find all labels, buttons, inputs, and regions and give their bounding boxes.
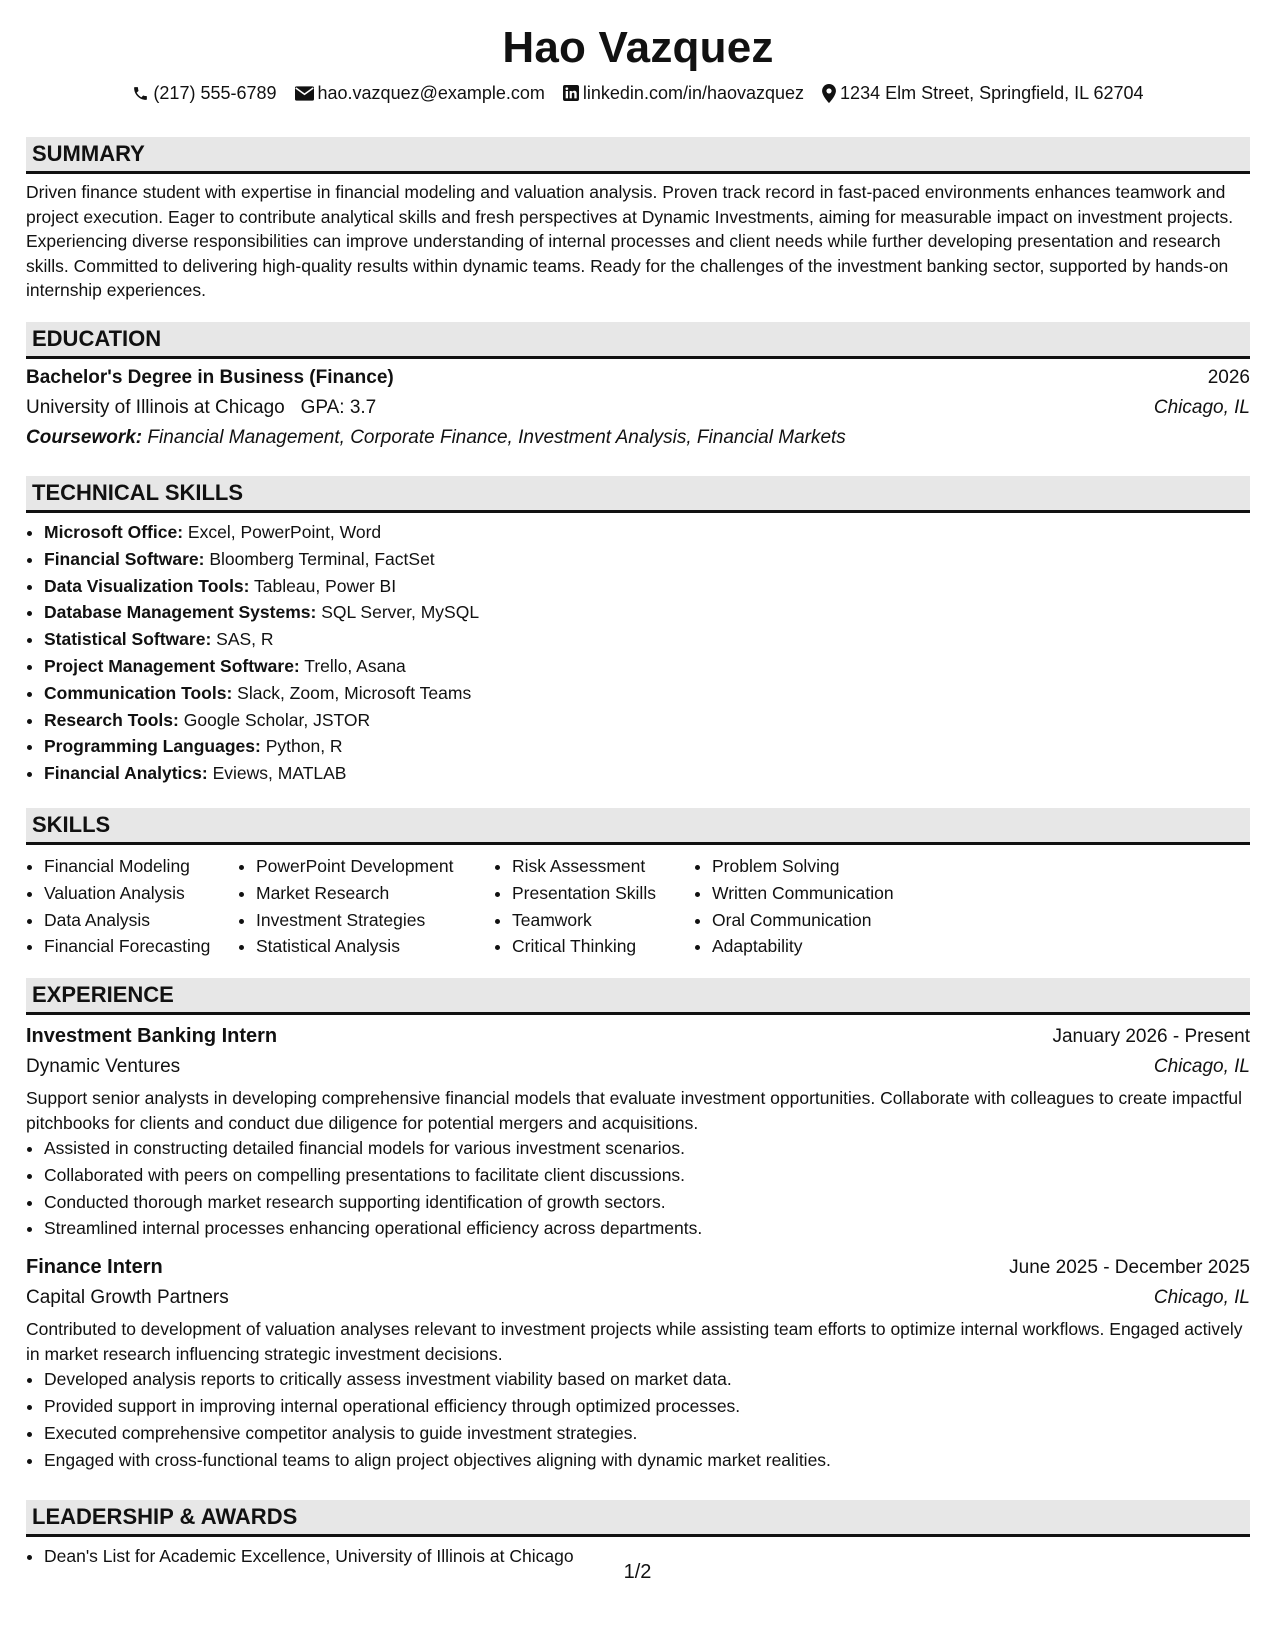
job-dates: January 2026 - Present xyxy=(1052,1026,1250,1047)
list-item: • Data Analysis xyxy=(44,907,238,934)
list-item: • Risk Assessment xyxy=(512,853,694,880)
skill-values: Excel, PowerPoint, Word xyxy=(187,522,382,542)
list-item xyxy=(44,599,1250,626)
job-description: Support senior analysts in developing comprehensive financial models that evaluate investment opportunities. Collaborate with colleagues to create impactful pitchbooks for clients and conduct due diligence for potential mergers and acquisitions. xyxy=(26,1088,1242,1133)
technical-skills-list xyxy=(26,519,1250,787)
list-item: • Assisted in constructing detailed financial models for various investment scenarios. xyxy=(44,1135,1250,1162)
list-item: • PowerPoint Development xyxy=(256,853,494,880)
list-item xyxy=(44,519,1250,546)
list-item: • Problem Solving xyxy=(712,853,952,880)
contact-address xyxy=(822,80,1144,106)
job-title: Investment Banking Intern xyxy=(26,1025,278,1047)
job-description: Contributed to development of valuation analyses relevant to investment projects while assisting team efforts to optimize internal workflows. Engaged actively in market research influencing strategic investment decisions. xyxy=(26,1319,1243,1364)
skill-values: Slack, Zoom, Microsoft Teams xyxy=(237,682,472,703)
skills-column xyxy=(694,853,952,960)
list-item: • Oral Communication xyxy=(712,907,952,934)
job-company: Dynamic Ventures xyxy=(26,1056,181,1077)
contact-info xyxy=(26,80,1250,106)
list-item: • Developed analysis reports to critically assess investment viability based on market data. xyxy=(44,1366,1250,1393)
job-location: Chicago, IL xyxy=(1153,1056,1250,1077)
skill-category: Data Visualization Tools: xyxy=(44,575,250,596)
resume-page xyxy=(26,20,1250,1566)
list-item xyxy=(44,760,1250,787)
list-item: • Presentation Skills xyxy=(512,880,694,907)
job-company: Capital Growth Partners xyxy=(26,1287,229,1309)
phone-icon xyxy=(132,85,149,102)
degree-title: Bachelor's Degree in Business (Finance) xyxy=(26,367,394,388)
job-entry xyxy=(26,1021,1250,1242)
degree-row xyxy=(26,363,1250,393)
skill-category: Communication Tools: xyxy=(44,682,233,703)
list-item: • Financial Modeling xyxy=(44,853,238,880)
skills-column xyxy=(494,853,694,960)
contact-email[interactable] xyxy=(295,80,545,106)
list-item: • Streamlined internal processes enhancing operational efficiency across departments. xyxy=(44,1215,1250,1242)
experience-heading: EXPERIENCE xyxy=(26,978,1250,1015)
list-item: • Executed comprehensive competitor analysis to guide investment strategies. xyxy=(44,1420,1250,1447)
skill-category: Microsoft Office: xyxy=(44,522,184,542)
list-item: • Conducted thorough market research supporting identification of growth sectors. xyxy=(44,1189,1250,1216)
list-item: • Market Research xyxy=(256,880,494,907)
skill-category: Financial Software: xyxy=(44,548,205,569)
list-item: • Teamwork xyxy=(512,907,694,934)
skill-values: Trello, Asana xyxy=(304,655,406,676)
leadership-heading: LEADERSHIP & AWARDS xyxy=(26,1500,1250,1537)
address-text: 1234 Elm Street, Springfield, IL 62704 xyxy=(840,83,1144,103)
list-item: • Dean's List for Academic Excellence, University of Illinois at Chicago xyxy=(44,1543,1250,1570)
job-header-row xyxy=(26,1021,1250,1052)
coursework xyxy=(26,423,1250,453)
job-header-row xyxy=(26,1252,1250,1283)
coursework-label: Coursework: xyxy=(26,427,143,448)
job-bullets xyxy=(26,1135,1250,1242)
skill-values: Google Scholar, JSTOR xyxy=(183,709,371,730)
skill-category: Project Management Software: xyxy=(44,655,300,676)
technical-skills-section xyxy=(26,476,1250,787)
school-location: Chicago, IL xyxy=(1153,397,1250,418)
experience-section xyxy=(26,978,1250,1473)
skills-column xyxy=(238,853,494,960)
list-item xyxy=(44,626,1250,653)
skill-category: Database Management Systems: xyxy=(44,602,317,623)
summary-section xyxy=(26,137,1250,303)
list-item: • Critical Thinking xyxy=(512,933,694,960)
job-title: Finance Intern xyxy=(26,1256,163,1279)
job-dates: June 2025 - December 2025 xyxy=(1009,1257,1250,1279)
technical-skills-heading: TECHNICAL SKILLS xyxy=(26,476,1250,513)
job-bullets xyxy=(26,1366,1250,1473)
skill-values: Eviews, MATLAB xyxy=(212,763,347,784)
coursework-list: Financial Management, Corporate Finance, Investment Analysis, Financial Markets xyxy=(147,427,846,448)
skill-category: Statistical Software: xyxy=(44,629,212,650)
phone-text: (217) 555-6789 xyxy=(153,83,277,103)
gpa: GPA: 3.7 xyxy=(300,397,377,418)
skill-category: Programming Languages: xyxy=(44,736,261,757)
linkedin-text[interactable]: linkedin.com/in/haovazquez xyxy=(582,83,805,103)
skills-column xyxy=(26,853,238,960)
skill-values: Tableau, Power BI xyxy=(254,575,397,596)
summary-text: Driven finance student with expertise in financial modeling and valuation analysis. Proven track record in fast-paced environments enhances teamwork and project execution. Eager to contribute analytical skills and fresh perspectives at Dynamic Investments, aiming for measurable impact on investment projects. Experiencing diverse responsibilities can improve understanding of internal processes and client needs while further developing presentation and research skills. Committed to delivering high-quality results within dynamic teams. Ready for the challenges of the investment banking sector, supported by hands-on internship experiences. xyxy=(26,182,1234,300)
map-pin-icon xyxy=(822,84,836,103)
summary-heading: SUMMARY xyxy=(26,137,1250,174)
list-item: • Investment Strategies xyxy=(256,907,494,934)
contact-linkedin[interactable] xyxy=(563,80,804,106)
graduation-year: 2026 xyxy=(1207,367,1250,388)
skill-category: Financial Analytics: xyxy=(44,763,208,784)
skills-heading: SKILLS xyxy=(26,808,1250,845)
candidate-name: Hao Vazquez xyxy=(502,23,774,72)
list-item: • Valuation Analysis xyxy=(44,880,238,907)
skill-values: Bloomberg Terminal, FactSet xyxy=(209,548,435,569)
skills-section xyxy=(26,808,1250,960)
school-info xyxy=(26,393,376,423)
education-section xyxy=(26,322,1250,453)
job-company-row xyxy=(26,1283,1250,1313)
email-text[interactable]: hao.vazquez@example.com xyxy=(317,83,545,103)
job-entry xyxy=(26,1252,1250,1473)
skills-grid xyxy=(26,853,1250,960)
list-item xyxy=(44,680,1250,707)
envelope-icon xyxy=(295,86,314,101)
list-item: • Statistical Analysis xyxy=(256,933,494,960)
contact-phone xyxy=(132,80,276,106)
school-name: University of Illinois at Chicago xyxy=(26,397,285,418)
list-item: • Provided support in improving internal operational efficiency through optimized processes. xyxy=(44,1393,1250,1420)
list-item: • Collaborated with peers on compelling presentations to facilitate client discussions. xyxy=(44,1162,1250,1189)
list-item: • Adaptability xyxy=(712,933,952,960)
job-location: Chicago, IL xyxy=(1153,1287,1250,1309)
list-item: • Engaged with cross-functional teams to align project objectives aligning with dynamic market realities. xyxy=(44,1447,1250,1474)
school-row xyxy=(26,393,1250,423)
list-item xyxy=(44,546,1250,573)
list-item xyxy=(44,733,1250,760)
education-heading: EDUCATION xyxy=(26,322,1250,359)
list-item xyxy=(44,653,1250,680)
job-company-row xyxy=(26,1052,1250,1082)
list-item: • Financial Forecasting xyxy=(44,933,238,960)
linkedin-icon xyxy=(563,85,579,101)
list-item xyxy=(44,707,1250,734)
skill-values: SAS, R xyxy=(216,629,274,650)
list-item xyxy=(44,573,1250,600)
list-item: • Written Communication xyxy=(712,880,952,907)
page-number: 1/2 xyxy=(623,1561,652,1583)
skill-category: Research Tools: xyxy=(44,709,179,730)
skill-values: Python, R xyxy=(265,736,343,757)
skill-values: SQL Server, MySQL xyxy=(321,602,480,623)
